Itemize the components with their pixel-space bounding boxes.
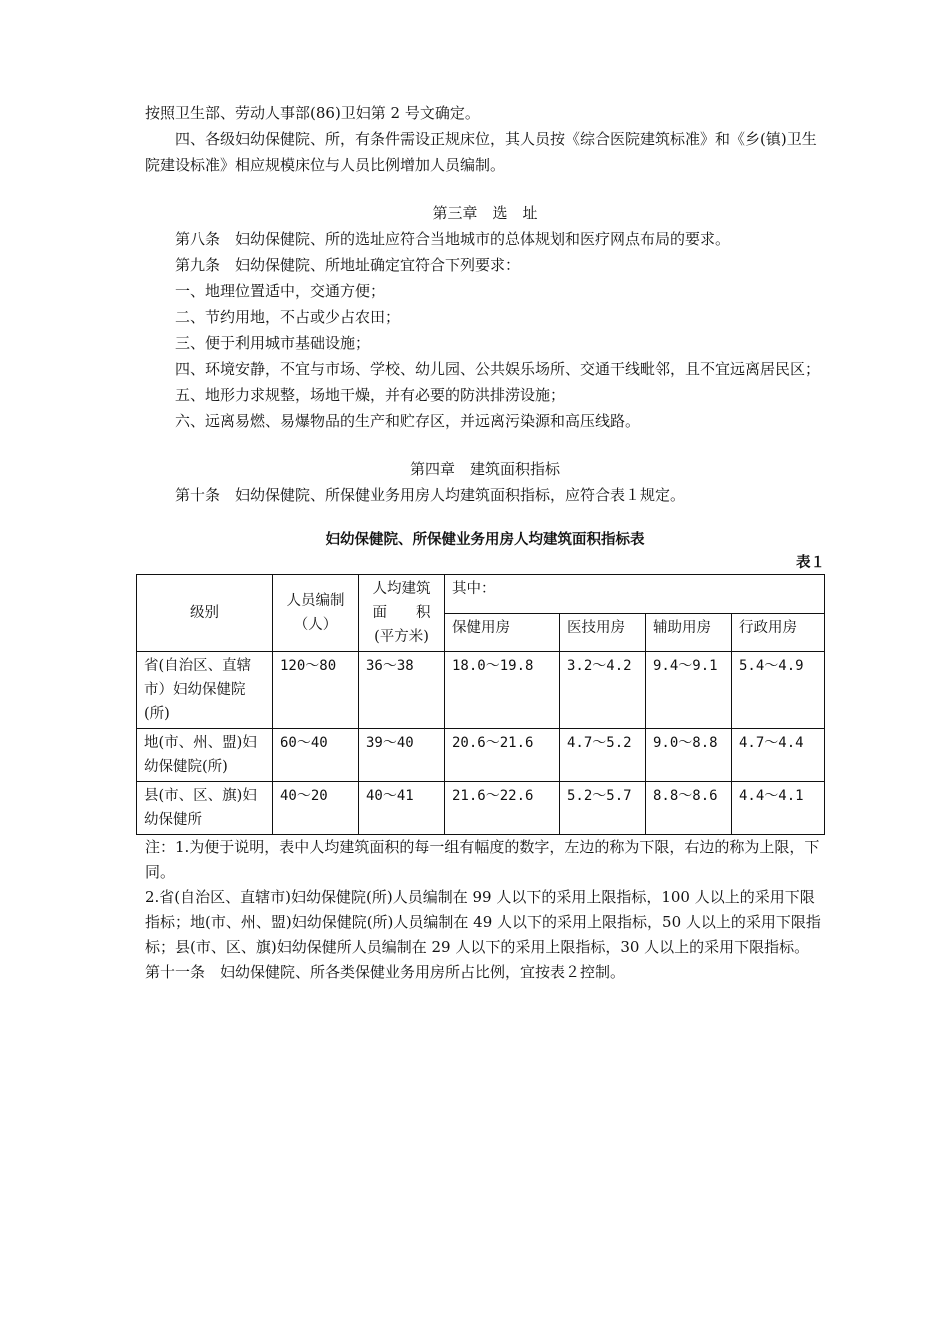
area-index-table bbox=[136, 574, 825, 835]
list-item: 一、地理位置适中，交通方便； bbox=[175, 282, 386, 300]
cell-level: 地(市、州、盟)妇幼保健院(所) bbox=[137, 729, 273, 782]
cell-aux: 9.0～8.8 bbox=[646, 729, 732, 782]
chapter-heading: 第三章 选 址 bbox=[432, 204, 538, 222]
cell-staff: 120～80 bbox=[273, 652, 359, 729]
note-2: 2.省(自治区、直辖市)妇幼保健院(所)人员编制在 99 人以下的采用上限指标，100 人以上的采用下限指标；地(市、州、盟)妇幼保健院(所)人员编制在 49 人以下的采用上限指标，50 人以上的采用下限指标；县(市、区、旗)妇幼保健所人员编制在 29 人以下的采用上限指标，30 人以上的采用下限指标。 bbox=[145, 888, 821, 956]
list-item: 六、远离易燃、易爆物品的生产和贮存区，并远离污染源和高压线路。 bbox=[175, 412, 641, 430]
list-item: 五、地形力求规整，场地干燥，并有必要的防洪排涝设施； bbox=[175, 386, 566, 404]
header-medtech-rooms: 医技用房 bbox=[560, 613, 646, 652]
list-item: 三、便于利用城市基础设施； bbox=[175, 334, 371, 352]
cell-health: 20.6～21.6 bbox=[445, 729, 560, 782]
table-title: 妇幼保健院、所保健业务用房人均建筑面积指标表 bbox=[325, 532, 645, 548]
list-item: 四、环境安静，不宜与市场、学校、幼儿园、公共娱乐场所、交通干线毗邻，且不宜远离居民区； bbox=[175, 360, 821, 378]
article-11: 第十一条 妇幼保健院、所各类保健业务用房所占比例，宜按表２控制。 bbox=[145, 963, 626, 981]
cell-medtech: 5.2～5.7 bbox=[560, 782, 646, 835]
document-page bbox=[145, 100, 825, 985]
cell-area: 36～38 bbox=[359, 652, 445, 729]
header-health-rooms: 保健用房 bbox=[445, 613, 560, 652]
cell-admin: 5.4～4.9 bbox=[732, 652, 825, 729]
cell-level: 省(自治区、直辖市）妇幼保健院(所) bbox=[137, 652, 273, 729]
list-item: 二、节约用地，不占或少占农田； bbox=[175, 308, 401, 326]
chapter-heading: 第四章 建筑面积指标 bbox=[409, 460, 560, 478]
note-1: 注：1.为便于说明，表中人均建筑面积的每一组有幅度的数字，左边的称为下限，右边的称为上限，下同。 bbox=[145, 838, 820, 881]
header-level: 级别 bbox=[137, 575, 273, 652]
cell-aux: 9.4～9.1 bbox=[646, 652, 732, 729]
cell-medtech: 3.2～4.2 bbox=[560, 652, 646, 729]
article-10: 第十条 妇幼保健院、所保健业务用房人均建筑面积指标，应符合表１规定。 bbox=[175, 486, 686, 504]
cell-staff: 40～20 bbox=[273, 782, 359, 835]
header-staff: 人员编制（人） bbox=[273, 575, 359, 652]
cell-medtech: 4.7～5.2 bbox=[560, 729, 646, 782]
header-area: 人均建筑 面 积 (平方米) bbox=[359, 575, 445, 652]
header-aux-rooms: 辅助用房 bbox=[646, 613, 732, 652]
cell-staff: 60～40 bbox=[273, 729, 359, 782]
cell-area: 39～40 bbox=[359, 729, 445, 782]
paragraph: 四、各级妇幼保健院、所，有条件需设正规床位，其人员按《综合医院建筑标准》和《乡(镇)卫生院建设标准》相应规模床位与人员比例增加人员编制。 bbox=[145, 130, 817, 174]
table-row bbox=[137, 782, 825, 835]
paragraph: 按照卫生部、劳动人事部(86)卫妇第 2 号文确定。 bbox=[145, 104, 480, 122]
cell-aux: 8.8～8.6 bbox=[646, 782, 732, 835]
cell-area: 40～41 bbox=[359, 782, 445, 835]
cell-admin: 4.4～4.1 bbox=[732, 782, 825, 835]
table-row bbox=[137, 652, 825, 729]
table-row bbox=[137, 729, 825, 782]
article-9: 第九条 妇幼保健院、所地址确定宜符合下列要求： bbox=[175, 256, 521, 274]
article-8: 第八条 妇幼保健院、所的选址应符合当地城市的总体规划和医疗网点布局的要求。 bbox=[175, 230, 731, 248]
table-notes bbox=[145, 835, 825, 985]
header-admin-rooms: 行政用房 bbox=[732, 613, 825, 652]
cell-health: 18.0～19.8 bbox=[445, 652, 560, 729]
cell-health: 21.6～22.6 bbox=[445, 782, 560, 835]
cell-admin: 4.7～4.4 bbox=[732, 729, 825, 782]
cell-level: 县(市、区、旗)妇幼保健所 bbox=[137, 782, 273, 835]
header-among: 其中： bbox=[445, 575, 825, 614]
table-number: 表１ bbox=[796, 554, 825, 571]
